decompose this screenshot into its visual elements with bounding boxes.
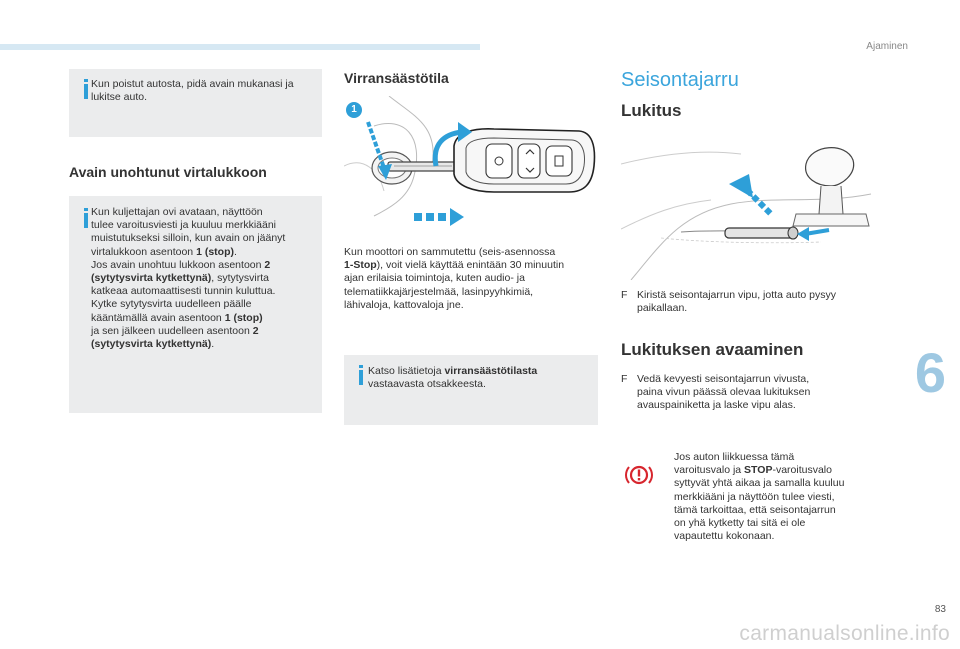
- bullet-marker: F: [621, 373, 628, 385]
- figure-label: 1: [351, 104, 357, 115]
- note-text: Kun kuljettajan ovi avataan, näyttöön tulee varoitusviesti ja kuuluu merkkiääni muistutukseksi silloin, kun avain on jäänyt virtalukkoon asentoon 1 (stop). Jos avain unohtuu lukkoon asentoon 2 (sytytysvirta kytkettynä), sytytysvirta katkeaa automaattisesti tunnin kuluttua. Kytke sytytysvirta uudelleen päälle kääntämällä avain asentoon 1 (stop) ja sen jälkeen uudelleen asentoon 2 (sytytysvirta kytkettynä).: [91, 206, 286, 351]
- heading-power-saving: Virransäästötila: [344, 70, 449, 86]
- section-title: Ajaminen: [866, 41, 908, 52]
- header-bar: [0, 44, 480, 50]
- brake-warning-icon: [624, 462, 654, 488]
- key-fob-illustration: [344, 96, 598, 232]
- heading-release: Lukituksen avaaminen: [621, 340, 804, 359]
- info-note-leave-car: [69, 69, 322, 137]
- heading-lock: Lukitus: [621, 101, 682, 120]
- lock-instruction: Kiristä seisontajarrun vipu, jotta auto pysyy paikallaan.: [637, 289, 837, 315]
- release-instruction: Vedä kevyesti seisontajarrun vivusta, paina vivun päässä olevaa lukituksen avauspainiketta ja laske vipu alas.: [637, 373, 811, 412]
- watermark: carmanualsonline.info: [739, 622, 950, 645]
- power-saving-text: Kun moottori on sammutettu (seis-asennossa 1-Stop), voit vielä käyttää enintään 30 minuutin ajan erilaisia toimintoja, kuten audio- ja telematiikkajärjestelmää, lasinpyyhkimiä, lähivaloja, kattovaloja jne.: [344, 246, 565, 311]
- heading-key-forgotten: Avain unohtunut virtalukkoon: [69, 164, 267, 180]
- parking-brake-illustration: [621, 134, 876, 280]
- chapter-number: 6: [914, 341, 946, 404]
- info-note-power-saving: Katso lisätietoja virransäästötilasta vastaavasta otsakkeesta.: [344, 355, 598, 425]
- warning-text: Jos auton liikkuessa tämä varoitusvalo ja STOP-varoitusvalo syttyvät yhtä aikaa ja samalla kuuluu merkkiääni ja näyttöön tulee viesti, tämä tarkoittaa, että seisontajarrun on yhä kytketty tai sitä ei ole vapautettu kokonaan.: [674, 451, 845, 543]
- info-icon: [354, 365, 368, 385]
- page-number: 83: [934, 604, 946, 615]
- bullet-marker: F: [621, 289, 628, 301]
- title-parking-brake: Seisontajarru: [621, 69, 739, 91]
- note-text: Kun poistut autosta, pidä avain mukanasi ja lukitse auto.: [91, 78, 294, 104]
- info-note-key-forgotten: [69, 196, 322, 413]
